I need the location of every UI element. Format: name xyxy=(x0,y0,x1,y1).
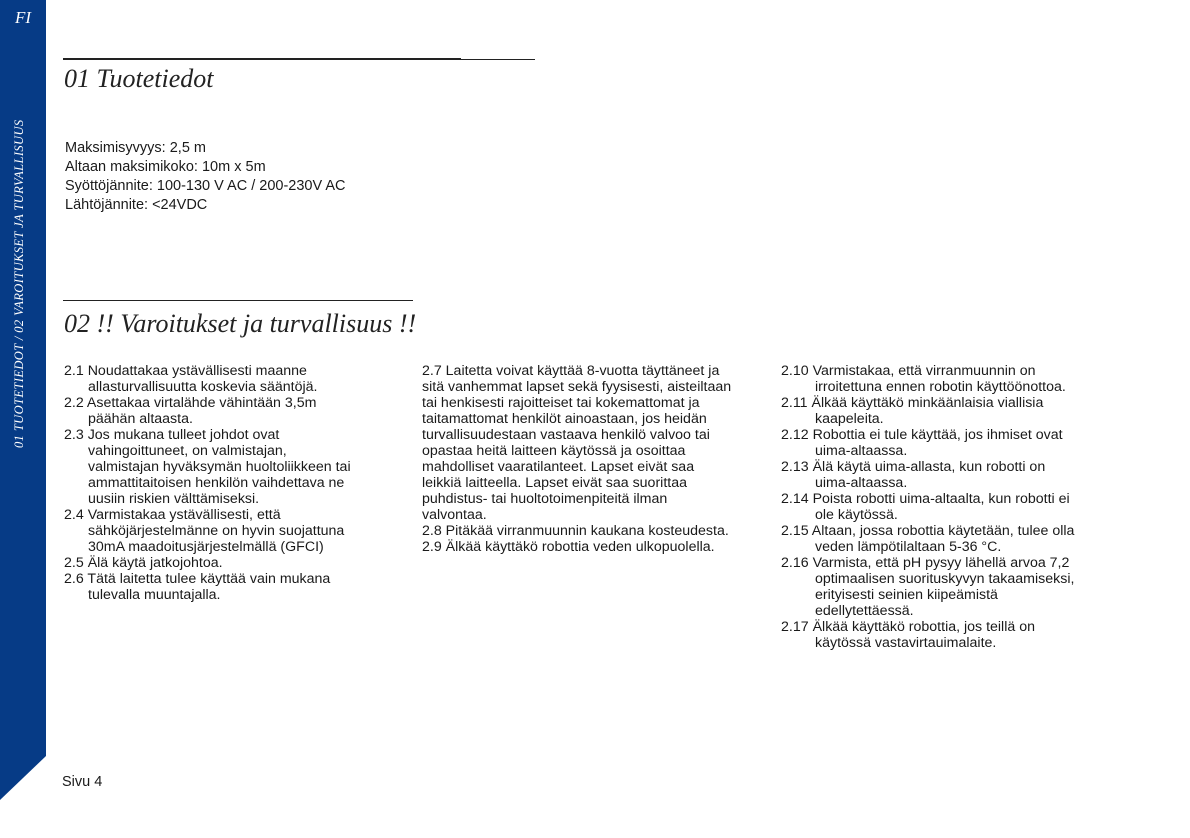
warning-number: 2.17 xyxy=(781,619,809,635)
warning-item xyxy=(781,619,1121,651)
sidebar-vertical-title: 01 TUOTETIEDOT / 02 VAROITUKSET JA TURVALLISUUS xyxy=(12,119,26,448)
warning-item-first-line xyxy=(781,459,1121,475)
warning-number: 2.14 xyxy=(781,491,809,507)
warning-number: 2.1 xyxy=(64,363,84,379)
warning-text-continuation: tulevalla muuntajalla. xyxy=(88,587,221,603)
warning-text: Jos mukana tulleet johdot ovat xyxy=(87,427,280,443)
warning-item-first-line xyxy=(781,491,1121,507)
warning-item-first-line xyxy=(64,395,394,411)
warning-item xyxy=(781,523,1121,555)
warning-line: opastaa heitä laitteen käytössä ja osoittaa xyxy=(422,443,686,459)
warning-item xyxy=(64,395,394,427)
warning-item xyxy=(781,395,1121,427)
warning-item-first-line xyxy=(781,363,1121,379)
warning-item xyxy=(781,459,1121,491)
warning-item-first-line xyxy=(781,523,1121,539)
warning-number: 2.12 xyxy=(781,427,809,443)
warning-text: Noudattakaa ystävällisesti maanne xyxy=(87,363,307,379)
warning-number: 2.16 xyxy=(781,555,809,571)
warning-text-continuation: uima-altaassa. xyxy=(815,475,908,491)
warnings-column-1 xyxy=(64,363,394,603)
warning-text: Poista robotti uima-altaalta, kun robotti ei xyxy=(812,491,1070,507)
warning-text-continuation: edellytettäessä. xyxy=(815,603,914,619)
warning-item xyxy=(64,555,394,571)
warning-number: 2.6 xyxy=(64,571,84,587)
warning-text-continuation: päähän altaasta. xyxy=(88,411,193,427)
warning-item-first-line xyxy=(781,619,1121,635)
warning-text: Älä käytä uima-allasta, kun robotti on xyxy=(812,459,1046,475)
page-number: Sivu 4 xyxy=(62,774,103,790)
warning-line: valvontaa. xyxy=(422,507,487,523)
warning-text-continuation: veden lämpötilaltaan 5-36 °C. xyxy=(815,539,1002,555)
warning-text-continuation: uima-altaassa. xyxy=(815,443,908,459)
warning-text-continuation: erityisesti seinien kiipeämistä xyxy=(815,587,998,603)
warning-line: puhdistus- tai huoltotoimenpiteitä ilman xyxy=(422,491,668,507)
warning-item xyxy=(64,571,394,603)
spec-line: Maksimisyvyys: 2,5 m xyxy=(65,140,206,156)
warning-item-first-line xyxy=(64,363,394,379)
warning-text: Altaan, jossa robottia käytetään, tulee olla xyxy=(811,523,1075,539)
warning-text: Älä käytä jatkojohtoa. xyxy=(87,555,223,571)
warning-text: Robottia ei tule käyttää, jos ihmiset ovat xyxy=(812,427,1063,443)
warning-text-continuation: kaapeleita. xyxy=(815,411,884,427)
warning-text: Älkää käyttäkö robottia, jos teillä on xyxy=(812,619,1035,635)
warning-number: 2.3 xyxy=(64,427,84,443)
spec-line: Altaan maksimikoko: 10m x 5m xyxy=(65,159,266,175)
warning-item xyxy=(781,555,1121,619)
section1-rule-thick xyxy=(63,58,461,60)
warning-item-first-line xyxy=(781,395,1121,411)
warning-item xyxy=(64,363,394,395)
warning-text: Tätä laitetta tulee käyttää vain mukana xyxy=(87,571,331,587)
warning-number: 2.2 xyxy=(64,395,84,411)
warning-line: tai henkisesti rajoitteiset tai kokemattomat ja xyxy=(422,395,700,411)
warning-text-continuation: irroitettuna ennen robotin käyttöönottoa. xyxy=(815,379,1066,395)
warning-item-first-line xyxy=(64,507,394,523)
warning-text-continuation: ole käytössä. xyxy=(815,507,898,523)
warning-text-continuation: käytössä vastavirtauimalaite. xyxy=(815,635,997,651)
warning-item xyxy=(64,507,394,555)
warning-item-first-line xyxy=(64,427,394,443)
warning-line: 2.8 Pitäkää virranmuunnin kaukana kosteudesta. xyxy=(422,523,729,539)
warning-number: 2.11 xyxy=(781,395,808,411)
warning-line: 2.7 Laitetta voivat käyttää 8-vuotta täyttäneet ja xyxy=(422,363,720,379)
warning-text-continuation: vahingoittuneet, on valmistajan, xyxy=(88,443,287,459)
language-code: FI xyxy=(14,8,32,27)
warning-text-continuation: allasturvallisuutta koskevia sääntöjä. xyxy=(88,379,318,395)
warning-text: Varmista, että pH pysyy lähellä arvoa 7,2 xyxy=(812,555,1070,571)
section2-heading: 02 !! Varoitukset ja turvallisuus !! xyxy=(64,309,417,338)
warning-item-first-line xyxy=(64,555,394,571)
warnings-column-2 xyxy=(422,363,772,555)
warning-text: Varmistakaa ystävällisesti, että xyxy=(87,507,281,523)
warning-number: 2.5 xyxy=(64,555,84,571)
warning-item-first-line xyxy=(781,555,1121,571)
warning-number: 2.15 xyxy=(781,523,809,539)
spec-line: Lähtöjännite: <24VDC xyxy=(65,197,208,213)
warning-number: 2.4 xyxy=(64,507,84,523)
warning-line: leikkiä laitteella. Lapset eivät saa suorittaa xyxy=(422,475,687,491)
warning-item xyxy=(781,427,1121,459)
warning-item xyxy=(781,363,1121,395)
warning-text-continuation: ammattitaitoisen henkilön vaihdettava ne xyxy=(88,475,345,491)
warning-line: 2.9 Älkää käyttäkö robottia veden ulkopuolella. xyxy=(422,539,715,555)
warning-text-continuation: optimaalisen suorituskyvyn takaamiseksi, xyxy=(815,571,1075,587)
section1-heading: 01 Tuotetiedot xyxy=(64,64,214,93)
warning-item xyxy=(781,491,1121,523)
warning-number: 2.13 xyxy=(781,459,809,475)
warning-text-continuation: uusiin riskien välttämiseksi. xyxy=(88,491,260,507)
warning-item-first-line xyxy=(64,571,394,587)
warning-text: Varmistakaa, että virranmuunnin on xyxy=(812,363,1036,379)
spec-line: Syöttöjännite: 100-130 V AC / 200-230V AC xyxy=(65,178,346,194)
spec-list xyxy=(65,139,346,215)
warning-line: turvallisuudestaan vastaava henkilö valvoo tai xyxy=(422,427,710,443)
warning-line: mahdolliset vaaratilanteet. Lapset eivät saa xyxy=(422,459,695,475)
section1-rule-thin xyxy=(461,59,535,60)
sidebar-band xyxy=(0,0,46,838)
warning-text-continuation: sähköjärjestelmänne on hyvin suojattuna xyxy=(88,523,345,539)
warning-text-continuation: valmistajan hyväksymän huoltoliikkeen tai xyxy=(88,459,351,475)
warning-text-continuation: 30mA maadoitusjärjestelmällä (GFCI) xyxy=(88,539,324,555)
warning-text: Älkää käyttäkö minkäänlaisia viallisia xyxy=(811,395,1044,411)
section2-rule xyxy=(63,300,413,301)
warning-item-first-line xyxy=(781,427,1121,443)
warnings-column-3 xyxy=(781,363,1121,651)
warning-line: sitä vanhemmat lapset sekä fyysisesti, aisteiltaan xyxy=(422,379,732,395)
warning-line: taitamattomat henkilöt ainoastaan, jos heidän xyxy=(422,411,707,427)
warning-number: 2.10 xyxy=(781,363,809,379)
warning-item xyxy=(64,427,394,507)
warning-text: Asettakaa virtalähde vähintään 3,5m xyxy=(86,395,317,411)
